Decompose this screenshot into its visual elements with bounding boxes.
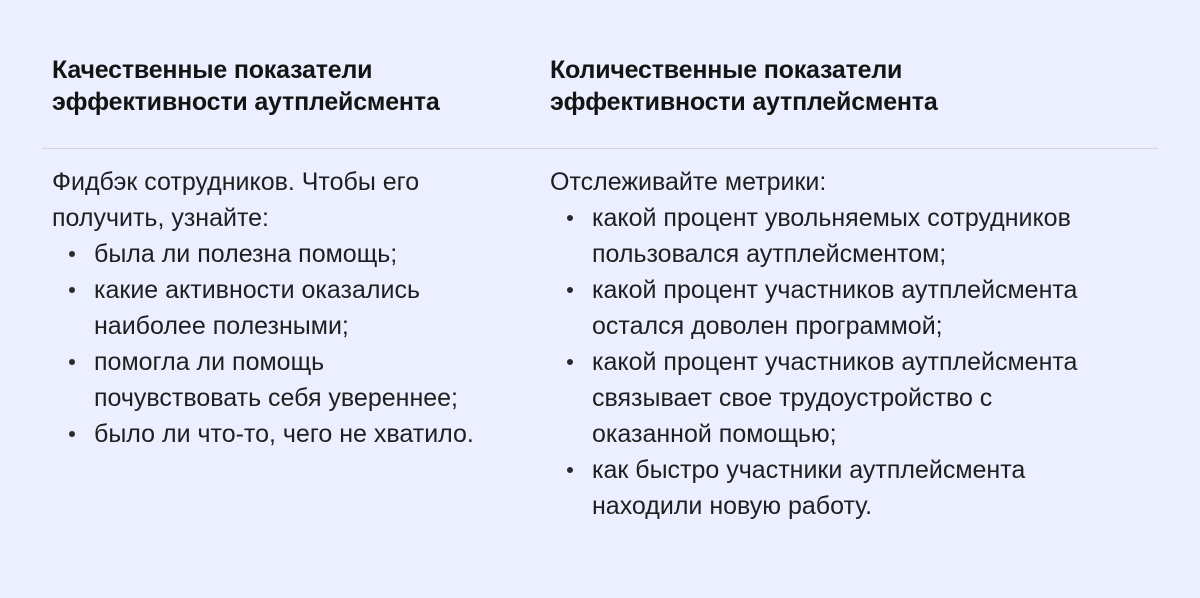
list-item-text: оказанной помощью;: [592, 420, 837, 448]
list-item: [550, 452, 1158, 524]
right-title-line-2: эффективности аутплейсмента: [550, 88, 938, 116]
left-column-header: [52, 54, 550, 118]
bullet-dot-icon: [567, 467, 573, 473]
list-item-text: наиболее полезными;: [94, 312, 349, 340]
list-item-text: помогла ли помощь: [94, 348, 325, 376]
list-item: [550, 200, 1158, 272]
bullet-dot-icon: [567, 359, 573, 365]
body-row: [52, 164, 1158, 524]
list-item-text: была ли полезна помощь;: [94, 240, 398, 268]
list-item: [52, 416, 550, 452]
list-item-text: пользовался аутплейсментом;: [592, 240, 947, 268]
header-row: [52, 54, 1158, 118]
left-intro: [52, 164, 550, 236]
list-item-text: почувствовать себя увереннее;: [94, 384, 459, 412]
list-item-text: как быстро участники аутплейсмента: [592, 456, 1026, 484]
left-intro-line-1: Фидбэк сотрудников. Чтобы его: [52, 168, 420, 196]
list-item: [52, 236, 550, 272]
list-item: [52, 344, 550, 416]
right-intro: [550, 164, 1158, 200]
bullet-dot-icon: [567, 287, 573, 293]
right-intro-line-1: Отслеживайте метрики:: [550, 168, 827, 196]
left-title-line-1: Качественные показатели: [52, 56, 373, 84]
right-bullet-list: [550, 200, 1158, 524]
list-item-text: какие активности оказались: [94, 276, 420, 304]
bullet-dot-icon: [69, 431, 75, 437]
bullet-dot-icon: [69, 287, 75, 293]
bullet-dot-icon: [69, 359, 75, 365]
left-intro-line-2: получить, узнайте:: [52, 204, 269, 232]
list-item-text: остался доволен программой;: [592, 312, 943, 340]
list-item-text: связывает свое трудоустройство с: [592, 384, 993, 412]
list-item-text: какой процент увольняемых сотрудников: [592, 204, 1071, 232]
list-item-text: какой процент участников аутплейсмента: [592, 348, 1078, 376]
list-item: [550, 344, 1158, 452]
list-item: [550, 272, 1158, 344]
list-item-text: находили новую работу.: [592, 492, 873, 520]
bullet-dot-icon: [567, 215, 573, 221]
list-item: [52, 272, 550, 344]
list-item-text: было ли что-то, чего не хватило.: [94, 420, 474, 448]
right-column-title: [550, 54, 1158, 118]
right-column-header: [550, 54, 1158, 118]
right-title-line-1: Количественные показатели: [550, 56, 903, 84]
bullet-dot-icon: [69, 251, 75, 257]
left-title-line-2: эффективности аутплейсмента: [52, 88, 440, 116]
header-divider: [42, 148, 1158, 149]
left-column-body: [52, 164, 550, 524]
left-column-title: [52, 54, 550, 118]
left-bullet-list: [52, 236, 550, 452]
right-column-body: [550, 164, 1158, 524]
list-item-text: какой процент участников аутплейсмента: [592, 276, 1078, 304]
